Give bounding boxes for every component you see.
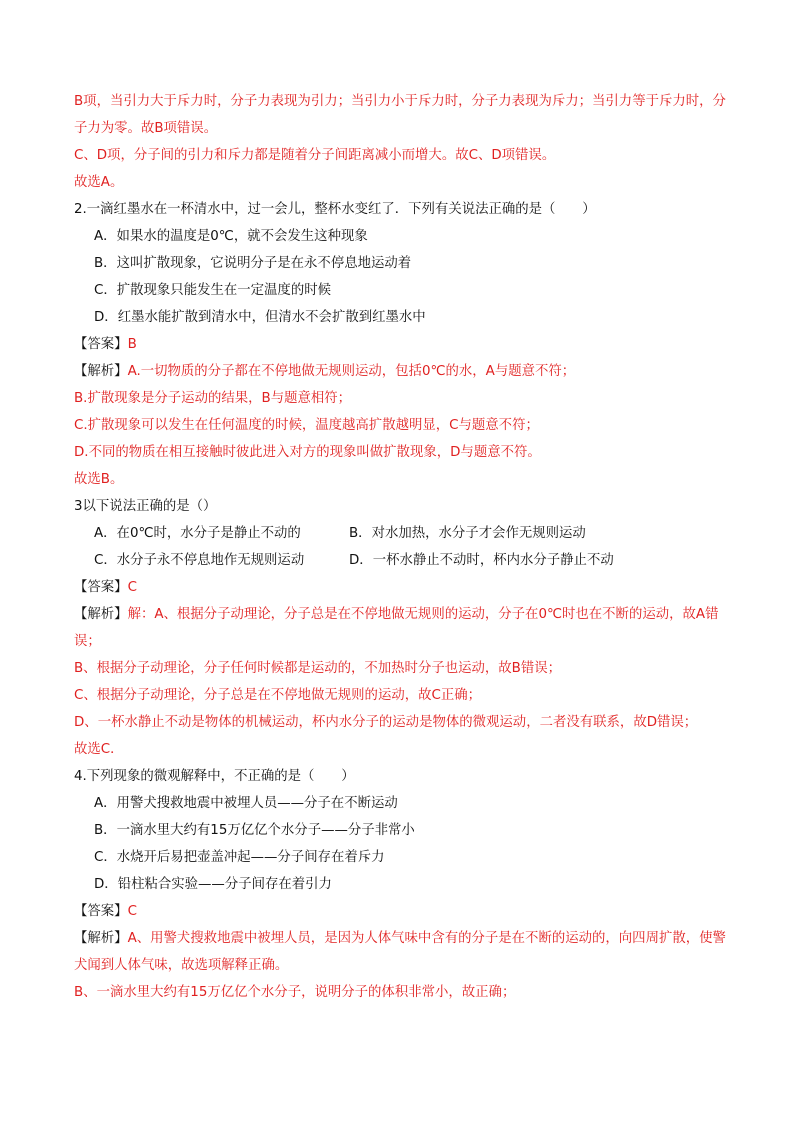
q3-choose: 故选C． xyxy=(74,742,124,757)
q3-analysis-line-c: C、根据分子动理论，分子总是在不停地做无规则的运动，故C正确； xyxy=(74,688,482,703)
q4-option-d: D．铅柱粘合实验——分子间存在着引力 xyxy=(94,877,332,892)
q3-answer xyxy=(74,574,726,601)
q3-option-c: C．水分子永不停息地作无规则运动 xyxy=(94,553,305,568)
analysis-tag: 【解析】 xyxy=(74,364,128,379)
answer-value: C xyxy=(127,904,137,919)
q3-analysis-first xyxy=(74,601,726,655)
q2-analysis-line-2: B.扩散现象是分子运动的结果，B与题意相符； xyxy=(74,391,352,406)
q2-analysis-line-1 xyxy=(74,358,726,385)
q4-option-b: B．一滴水里大约有15万亿亿个水分子——分子非常小 xyxy=(94,823,415,838)
q2-option-c: C．扩散现象只能发生在一定温度的时候 xyxy=(94,283,331,298)
q3-options-row-2 xyxy=(74,547,726,574)
q2-analysis-line-4: D.不同的物质在相互接触时彼此进入对方的现象叫做扩散现象，D与题意不符。 xyxy=(74,445,541,460)
q3-option-a: A．在0℃时，水分子是静止不动的 xyxy=(94,526,301,541)
q2-choose: 故选B。 xyxy=(74,472,124,487)
q1-choose: 故选A。 xyxy=(74,175,124,190)
q3-option-b: B．对水加热，水分子才会作无规则运动 xyxy=(349,526,586,541)
q4-analysis-line-b: B、一滴水里大约有15万亿亿个水分子，说明分子的体积非常小，故正确； xyxy=(74,985,516,1000)
q2-option-d: D．红墨水能扩散到清水中，但清水不会扩散到红墨水中 xyxy=(94,310,426,325)
q1-analysis-cd: C、D项，分子间的引力和斥力都是随着分子间距离减小而增大。故C、D项错误。 xyxy=(74,148,556,163)
q4-option-c: C．水烧开后易把壶盖冲起——分子间存在着斥力 xyxy=(94,850,385,865)
q4-analysis-first xyxy=(74,925,726,979)
q2-option-a: A．如果水的温度是0℃，就不会发生这种现象 xyxy=(94,229,368,244)
q3-option-d: D．一杯水静止不动时，杯内水分子静止不动 xyxy=(349,553,614,568)
analysis-tag: 【解析】 xyxy=(74,607,128,622)
q3-stem: 3以下说法正确的是（） xyxy=(74,499,217,514)
q3-options-row-1 xyxy=(74,520,726,547)
analysis-text: A、用警犬搜救地震中被埋人员，是因为人体气味中含有的分子是在不断的运动的，向四周扩散，使警犬闻到人体气味，故选项解释正确。 xyxy=(74,931,726,973)
answer-tag: 【答案】 xyxy=(74,337,128,352)
q2-analysis-line-3: C.扩散现象可以发生在任何温度的时候，温度越高扩散越明显，C与题意不符； xyxy=(74,418,539,433)
analysis-text: A.一切物质的分子都在不停地做无规则运动，包括0℃的水，A与题意不符； xyxy=(127,364,576,379)
q2-option-b: B．这叫扩散现象，它说明分子是在永不停息地运动着 xyxy=(94,256,412,271)
q4-option-a: A．用警犬搜救地震中被埋人员——分子在不断运动 xyxy=(94,796,398,811)
q1-analysis-b: B项，当引力大于斥力时，分子力表现为引力；当引力小于斥力时，分子力表现为斥力；当引力等于斥力时，分子力为零。故B项错误。 xyxy=(74,94,726,136)
answer-tag: 【答案】 xyxy=(74,580,128,595)
q2-answer xyxy=(74,331,726,358)
answer-value: C xyxy=(127,580,137,595)
analysis-text: 解：A、根据分子动理论，分子总是在不停地做无规则的运动，分子在0℃时也在不断的运动，故A错误； xyxy=(74,607,719,649)
document-content xyxy=(74,88,726,1006)
q4-answer xyxy=(74,898,726,925)
q3-analysis-line-d: D、一杯水静止不动是物体的机械运动，杯内水分子的运动是物体的微观运动，二者没有联系，故D错误； xyxy=(74,715,698,730)
answer-tag: 【答案】 xyxy=(74,904,128,919)
analysis-tag: 【解析】 xyxy=(74,931,128,946)
answer-value: B xyxy=(127,337,137,352)
q3-analysis-line-b: B、根据分子动理论，分子任何时候都是运动的，不加热时分子也运动，故B错误； xyxy=(74,661,562,676)
q4-stem: 4.下列现象的微观解释中，不正确的是（ ） xyxy=(74,769,355,784)
q2-stem: 2.一滴红墨水在一杯清水中，过一会儿，整杯水变红了．下列有关说法正确的是（ ） xyxy=(74,202,596,217)
